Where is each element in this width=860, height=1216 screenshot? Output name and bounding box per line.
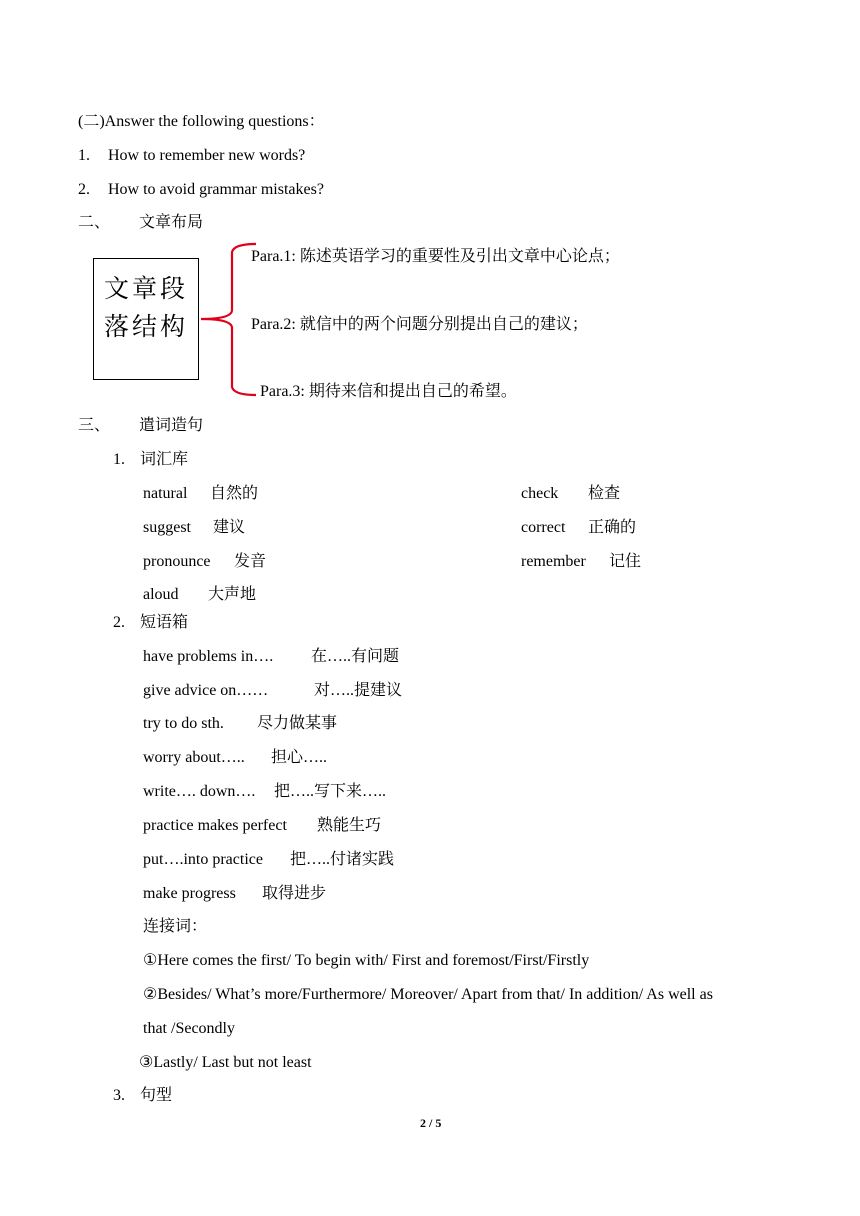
phrase-en: try to do sth. bbox=[143, 715, 224, 732]
vocab-word: pronounce bbox=[143, 553, 211, 570]
phrase-zh: 把…..写下来….. bbox=[274, 783, 387, 800]
vocab-word: suggest bbox=[143, 519, 191, 536]
structure-box-line: 落结构 bbox=[104, 314, 189, 341]
phrase-en: give advice on…… bbox=[143, 682, 269, 699]
connector-line: that /Secondly bbox=[143, 1020, 235, 1037]
question-number: 1. bbox=[78, 147, 90, 164]
vocab-word: correct bbox=[521, 519, 566, 536]
phrase-zh: 在…..有问题 bbox=[311, 648, 400, 665]
page-number: 2 / 5 bbox=[420, 1116, 442, 1130]
vocab-meaning: 大声地 bbox=[208, 586, 257, 603]
structure-box bbox=[93, 258, 199, 380]
connectors-label: 连接词： bbox=[143, 918, 208, 935]
para-item: Para.2: 就信中的两个问题分别提出自己的建议； bbox=[251, 316, 588, 333]
phrase-zh: 对…..提建议 bbox=[314, 682, 403, 699]
vocab-meaning: 建议 bbox=[213, 519, 246, 536]
phrase-en: put….into practice bbox=[143, 851, 263, 868]
phrase-en: have problems in…. bbox=[143, 648, 274, 665]
section-number: 二、 bbox=[78, 214, 111, 231]
phrase-zh: 取得进步 bbox=[262, 885, 327, 902]
vocab-meaning: 检查 bbox=[588, 485, 621, 502]
questions-heading: (二)Answer the following questions： bbox=[78, 113, 325, 130]
phrase-en: make progress bbox=[143, 885, 236, 902]
subsection-number: 2. bbox=[113, 614, 125, 631]
connector-line: ③Lastly/ Last but not least bbox=[139, 1054, 312, 1071]
phrase-zh: 尽力做某事 bbox=[257, 715, 338, 732]
subsection-title: 短语箱 bbox=[140, 614, 189, 631]
structure-box-line: 文章段 bbox=[104, 276, 189, 303]
question-number: 2. bbox=[78, 181, 90, 198]
vocab-meaning: 正确的 bbox=[588, 519, 637, 536]
phrase-zh: 把…..付诸实践 bbox=[290, 851, 395, 868]
phrase-en: worry about….. bbox=[143, 749, 245, 766]
phrase-zh: 熟能生巧 bbox=[317, 817, 382, 834]
question-text: How to remember new words? bbox=[108, 147, 306, 164]
para-item: Para.3: 期待来信和提出自己的希望。 bbox=[260, 383, 517, 400]
question-text: How to avoid grammar mistakes? bbox=[108, 181, 324, 198]
phrase-en: practice makes perfect bbox=[143, 817, 287, 834]
section-number: 三、 bbox=[78, 417, 111, 434]
vocab-meaning: 记住 bbox=[609, 553, 642, 570]
subsection-title: 句型 bbox=[140, 1087, 173, 1104]
vocab-word: remember bbox=[521, 553, 586, 570]
vocab-word: check bbox=[521, 485, 559, 502]
subsection-number: 1. bbox=[113, 451, 125, 468]
vocab-meaning: 自然的 bbox=[210, 485, 259, 502]
connector-line: ②Besides/ What’s more/Furthermore/ Moreover/ Apart from that/ In addition/ As well as bbox=[143, 986, 713, 1003]
phrase-zh: 担心….. bbox=[271, 749, 328, 766]
vocab-word: natural bbox=[143, 485, 188, 502]
section-title: 文章布局 bbox=[139, 214, 204, 231]
subsection-number: 3. bbox=[113, 1087, 125, 1104]
para-item: Para.1: 陈述英语学习的重要性及引出文章中心论点； bbox=[251, 248, 620, 265]
vocab-word: aloud bbox=[143, 586, 179, 603]
subsection-title: 词汇库 bbox=[140, 451, 189, 468]
connector-line: ①Here comes the first/ To begin with/ First and foremost/First/Firstly bbox=[143, 952, 590, 969]
section-title: 遣词造句 bbox=[139, 417, 204, 434]
phrase-en: write…. down…. bbox=[143, 783, 256, 800]
vocab-meaning: 发音 bbox=[234, 553, 267, 570]
